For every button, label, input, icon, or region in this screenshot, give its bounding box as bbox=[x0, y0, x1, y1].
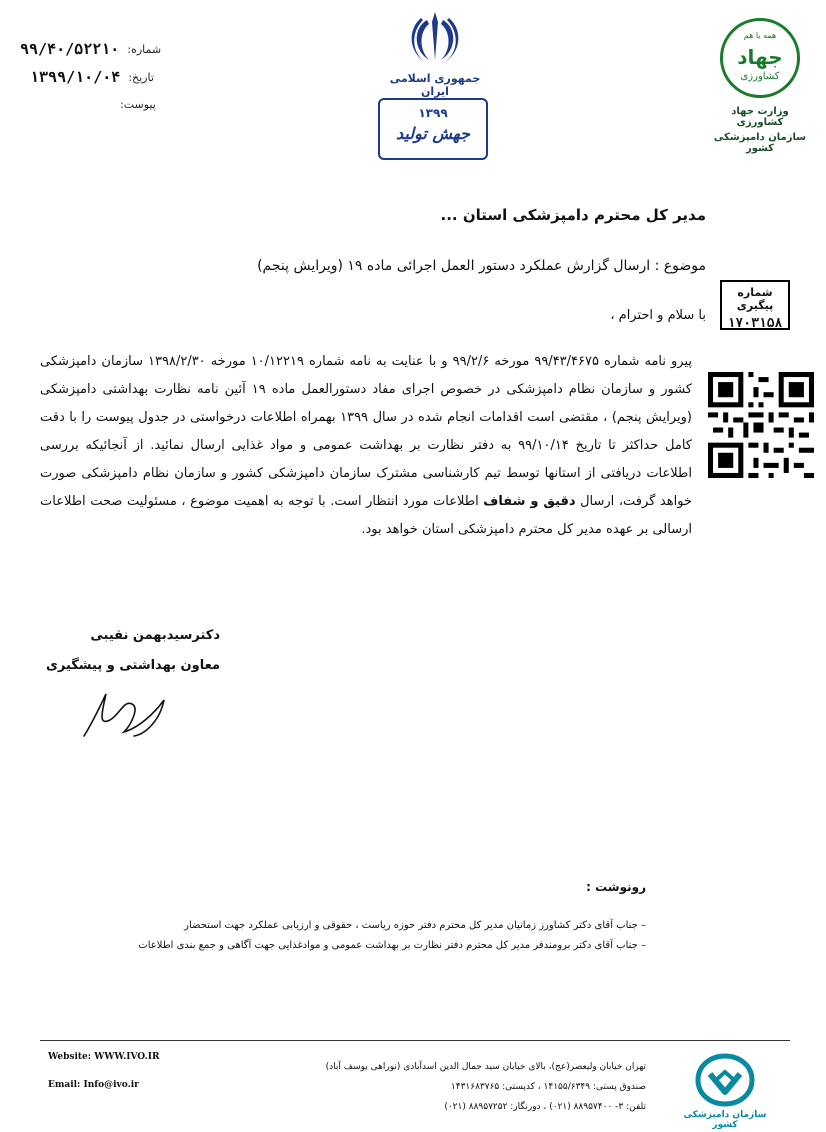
cc-item: – جناب آقای دکتر کشاورز زمانیان مدیر کل محترم دفتر حوزه ریاست ، حقوقی و ارزیابی عملکرد جهت استحضار bbox=[184, 920, 646, 931]
handwritten-signature-icon bbox=[80, 690, 170, 740]
ivo-logo-icon bbox=[680, 1052, 770, 1108]
subject: موضوع : ارسال گزارش عملکرد دستور العمل اجرائی ماده ۱۹ (ویرایش پنجم) bbox=[257, 258, 706, 274]
ministry-logo bbox=[710, 18, 810, 154]
qr-code-icon bbox=[708, 372, 814, 478]
jahad-logo-small: همه با هم bbox=[743, 31, 777, 40]
jahad-logo-mid: کشاورزی bbox=[740, 71, 780, 82]
tracking-number: ۱۷۰۳۱۵۸ bbox=[727, 316, 783, 331]
ivo-logo-caption: سازمان دامپزشکی کشور bbox=[683, 1110, 767, 1130]
recipient: مدیر کل محترم دامپزشکی استان ... bbox=[440, 206, 706, 224]
letter-date-label: تاریخ: bbox=[128, 70, 154, 84]
letter-body-part2: اطلاعات مورد انتظار است. با توجه به اهمیت موضوع ، مسئولیت صحت اطلاعات ارسالی بر عهده مدیر کل محترم دامپزشکی استان خواهد بود. bbox=[40, 494, 692, 537]
tracking-label: شماره پیگیری bbox=[736, 286, 774, 312]
jahad-logo-icon bbox=[720, 18, 800, 98]
iran-emblem bbox=[380, 10, 490, 98]
iran-emblem-icon bbox=[405, 10, 465, 66]
letter-body-emphasis: دقیق و شفاف bbox=[483, 494, 576, 509]
footer-phone: تلفن: ۳- ۸۸۹۵۷۴۰۰ (۰۲۱) ، دورنگار: ۸۸۹۵۷۲۵۲ (۰۲۱) bbox=[444, 1102, 646, 1112]
footer-address: تهران خیابان ولیعصر(عج)، بالای خیابان سید جمال الدین اسدآبادی (نوراهی یوسف آباد) bbox=[325, 1062, 646, 1072]
tracking-box bbox=[720, 280, 790, 330]
organization-name: سازمان دامپزشکی کشور bbox=[713, 132, 807, 154]
footer-postbox: صندوق پستی: ۱۴۱۵۵/۶۳۴۹ ، کدپستی: ۱۴۳۱۶۸۳۷۶۵ bbox=[450, 1082, 646, 1092]
letter-number-label: شماره: bbox=[127, 42, 162, 56]
slogan-text: جهش تولید bbox=[395, 124, 471, 143]
letter-date: ۱۳۹۹/۱۰/۰۴ bbox=[30, 68, 121, 86]
attachment-row bbox=[120, 98, 156, 111]
letter-body bbox=[40, 348, 692, 544]
attachment-label: پیوست: bbox=[120, 98, 156, 111]
footer-divider bbox=[40, 1040, 790, 1041]
footer-website: Website: WWW.IVO.IR bbox=[48, 1052, 160, 1062]
signatory-title: معاون بهداشتی و پیشگیری bbox=[45, 658, 220, 673]
ministry-name: وزارت جهاد کشاورزی bbox=[731, 106, 789, 128]
letter-number: ۹۹/۴۰/۵۲۲۱۰ bbox=[20, 40, 120, 58]
letter-number-row bbox=[20, 40, 161, 58]
ivo-logo bbox=[680, 1052, 770, 1130]
emblem-caption: جمهوری اسلامی ایران bbox=[389, 72, 481, 98]
footer-email: Email: Info@ivo.ir bbox=[48, 1080, 139, 1090]
greeting: با سلام و احترام ، bbox=[610, 308, 706, 323]
cc-item: – جناب آقای دکتر برومندفر مدیر کل محترم دفتر نظارت بر بهداشت عمومی و موادغذایی جهت آگاهی و جمع بندی اطلاعات bbox=[138, 940, 646, 951]
slogan-box bbox=[378, 98, 488, 160]
letter-date-row bbox=[30, 68, 154, 86]
jahad-logo-big: جهاد bbox=[737, 45, 783, 69]
slogan-year: ۱۳۹۹ bbox=[418, 106, 448, 120]
signatory-name: دکترسیدبهمن نقیبی bbox=[90, 628, 220, 643]
cc-title: رونوشت : bbox=[586, 880, 646, 894]
letter-body-part1: پیرو نامه شماره ۹۹/۴۳/۴۶۷۵ مورخه ۹۹/۲/۶ و با عنایت به نامه شماره ۱۰/۱۲۲۱۹ مورخه ۱۳۹۸/۲/۳۰ سازمان دامپزشکی کشور و سازمان نظام دامپزشکی در خصوص اجرای مفاد دستورالعمل ماده ۱۹ آئین نامه نظارت بهداشتی دامپزشکی (ویرایش پنجم) ، مقتضی است اقدامات انجام شده در سال ۱۳۹۹ بهمراه اطلاعات درخواستی در جدول پیوست را با دقت کامل حداکثر تا تاریخ ۹۹/۱۰/۱۴ به دفتر نظارت بر بهداشت عمومی و مواد غذایی ارسال نمائید. از آنجائیکه بررسی اطلاعات دریافتی از استانها توسط تیم کارشناسی مشترک سازمان دامپزشکی کشور و سازمان نظام دامپزشکی صورت خواهد گرفت، ارسال bbox=[40, 354, 693, 509]
